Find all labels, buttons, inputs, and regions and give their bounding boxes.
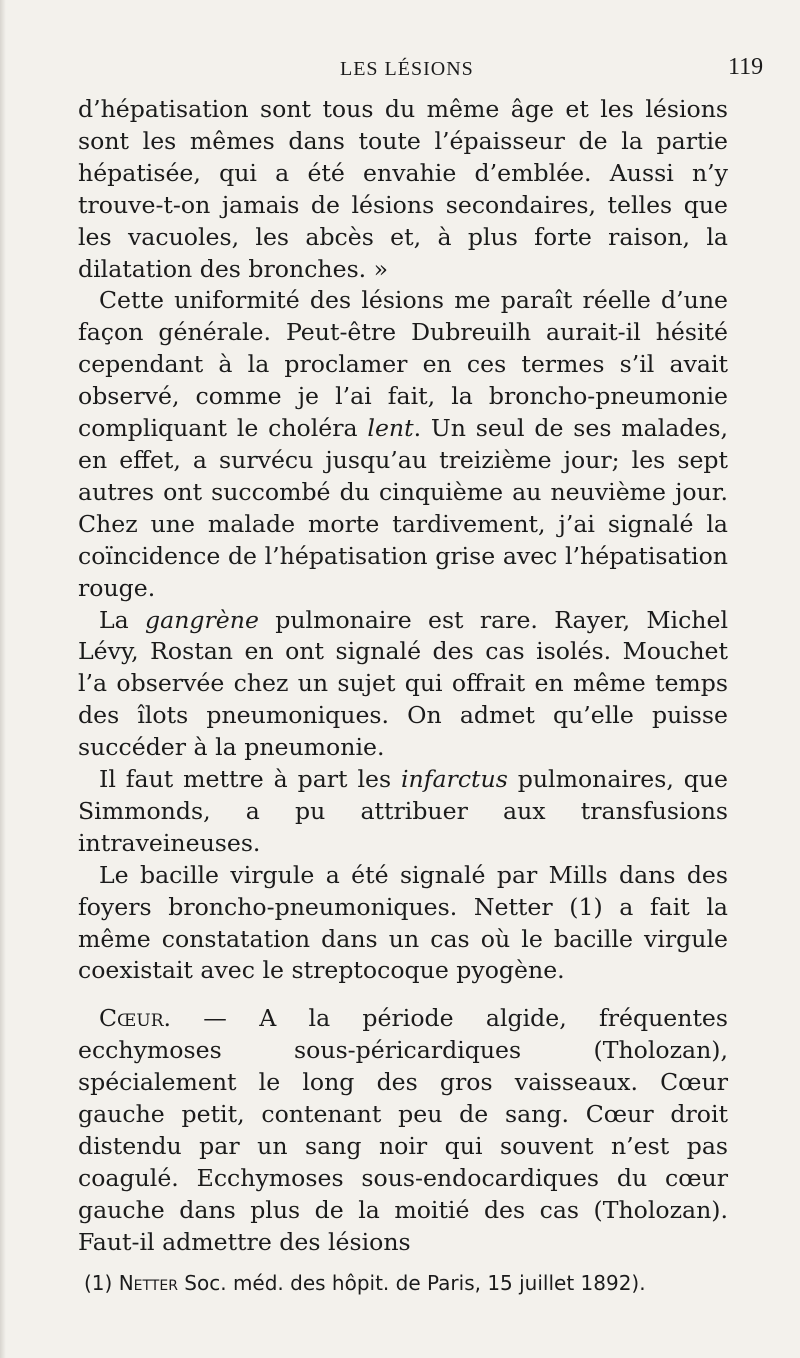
paragraph-bacille [78,860,728,988]
paragraph-text: La [99,605,146,634]
paragraph-text: Cette uniformité des lésions me paraît réelle d’une façon générale. Peut-être Dubreuilh aurait-il hésité cependant à la proclamer en ces termes s’il avait observé, comme je l’ai fait, la broncho-pneumonie compliquant le choléra [78,286,728,443]
paragraph-text: — A la période algide, fréquentes ecchymoses sous-péricardiques (Tholozan), spécialement le long des gros vaisseaux. Cœur gauche petit, contenant peu de sang. Cœur droit distendu par un sang noir qui souvent n’est pas coagulé. Ecchymoses sous-endocardiques du cœur gauche dans plus de la moitié des cas (Tholozan). Faut-il admettre des lésions [78,1004,728,1256]
emphasis-text: gangrène [145,605,259,634]
paragraph-text: pulmonaires, que Simmonds, a pu attribuer aux transfusions intraveineuses. [78,765,728,857]
running-head: LES LÉSIONS [340,58,474,80]
paragraph-text: d’hépatisation sont tous du même âge et les lésions sont les mêmes dans toute l’épaisseur de la partie hépatisée, qui a été envahie d’emblée. Aussi n’y trouve-t-on jamais de lésions secondaires, telles que les vacuoles, les abcès et, à plus forte raison, la dilatation des bronches. » [78,95,728,283]
paragraph-text: Il faut mettre à part les [99,765,401,794]
emphasis-text: infarctus [401,765,508,794]
paragraph-gangrene [78,605,728,765]
paragraph-text: Le bacille virgule a été signalé par Mills dans des foyers broncho-pneumoniques. Netter (1) a fait la même constatation dans un cas où le bacille virgule coexistait avec le streptocoque pyogène. [78,860,728,985]
footnote [84,1270,724,1296]
paragraph-text: pulmonaire est rare. Rayer, Michel Lévy, Rostan en ont signalé des cas isolés. Mouchet l’a observée chez un sujet qui offrait en même temps des îlots pneumoniques. On admet qu’elle puisse succéder à la pneumonie. [78,605,728,762]
footnote-author: Netter [118,1271,178,1295]
body-text [78,94,728,1259]
page-header [0,52,800,92]
section-gap [78,987,728,1003]
paragraph-infarctus [78,764,728,860]
paragraph-text: . Un seul de ses malades, en effet, a survécu jusqu’au treizième jour; les sept autres ont succombé du cinquième au neuvième jour. Chez une malade morte tardivement, j’ai signalé la coïncidence de l’hépatisation grise avec l’hépatisation rouge. [78,414,728,602]
paragraph-uniformite [78,285,728,604]
emphasis-text: lent [367,414,414,443]
footnote-text: Soc. méd. des hôpit. de Paris, 15 juillet 1892). [177,1271,646,1295]
page-edge [0,0,6,1358]
section-heading-coeur: Cœur. [99,1004,172,1033]
paragraph-continuation [78,94,728,285]
footnote-marker: (1) [84,1271,119,1295]
page-number: 119 [728,54,764,80]
paragraph-coeur [78,1003,728,1258]
